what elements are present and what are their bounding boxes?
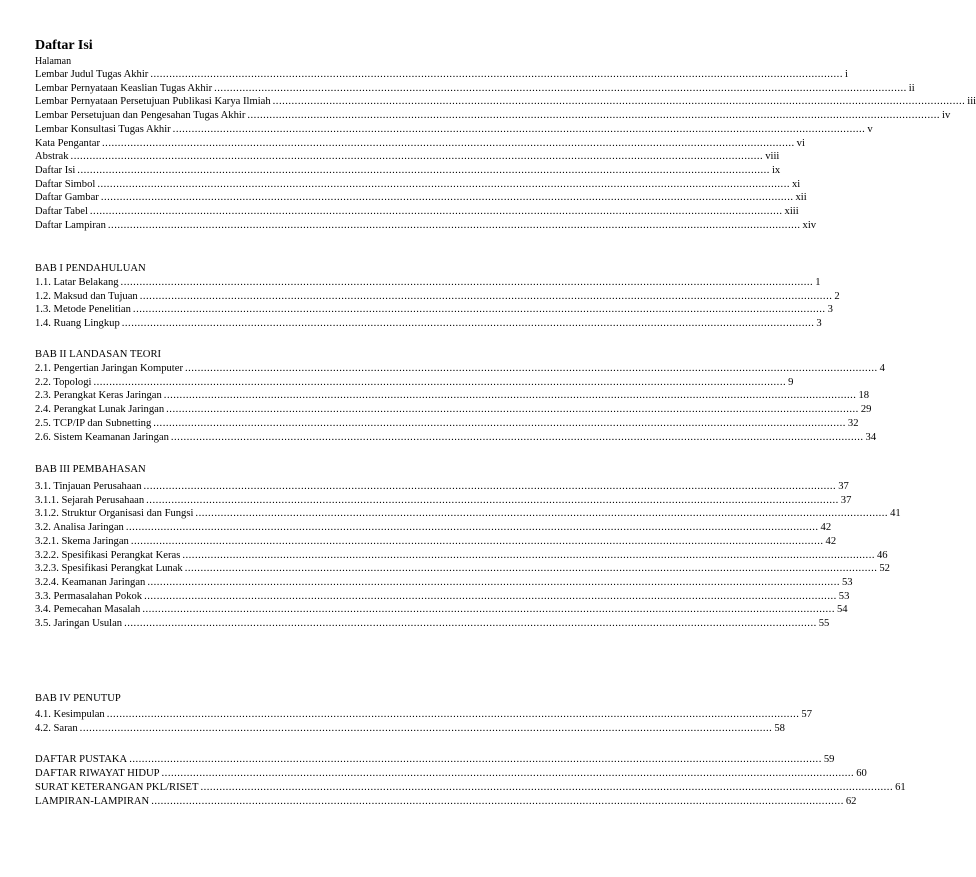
dot-leader: ............................................................................................................................................................................................................................	[107, 219, 801, 231]
toc-entry-label: Abstrak	[35, 151, 69, 163]
toc-entry-page: 57	[801, 709, 812, 720]
dot-leader: ............................................................................................................................................................................................................................	[125, 522, 819, 534]
dot-leader: ............................................................................................................................................................................................................................	[130, 535, 824, 547]
toc-entry-label: 1.4. Ruang Lingkup	[35, 318, 120, 330]
toc-entry-label: 3.1.1. Sejarah Perusahaan	[35, 494, 145, 506]
toc-entry-label: Daftar Gambar	[35, 192, 99, 204]
toc-entry-label: 3.3. Permasalahan Pokok	[35, 590, 143, 602]
toc-entry	[35, 403, 872, 417]
toc-entry-page: 34	[865, 431, 877, 443]
toc-entry-page: ix	[771, 164, 781, 176]
toc-entry-label: 4.1. Kesimpulan	[35, 709, 105, 720]
toc-entry-label: Kata Pengantar	[35, 137, 101, 149]
toc-entry-label: 2.2. Topologi	[35, 376, 92, 388]
toc-entry-page: iii	[967, 96, 976, 108]
toc-entry-page: 59	[823, 754, 835, 765]
dot-leader: ............................................................................................................................................................................................................................	[170, 431, 864, 443]
toc-entry	[35, 219, 817, 233]
toc-entry	[35, 362, 885, 376]
toc-entry-label: 2.3. Perangkat Keras Jaringan	[35, 390, 162, 402]
dot-leader: ............................................................................................................................................................................................................................	[153, 417, 846, 429]
toc-entry-page: 2	[834, 290, 840, 302]
toc-entry	[35, 590, 850, 604]
toc-entry	[35, 317, 822, 331]
toc-entry	[35, 549, 888, 563]
dot-leader: ............................................................................................................................................................................................................................	[272, 96, 966, 108]
dot-leader: ............................................................................................................................................................................................................................	[247, 110, 941, 122]
toc-entry	[35, 290, 840, 304]
toc-entry-page: 46	[877, 549, 888, 561]
toc-entry-page: 53	[841, 576, 853, 588]
toc-entry-label: 2.5. TCP/IP dan Subnetting	[35, 417, 152, 429]
page-column-label: Halaman	[35, 56, 72, 67]
toc-entry	[35, 164, 781, 178]
toc-entry-page: 9	[788, 376, 794, 388]
dot-leader: ............................................................................................................................................................................................................................	[129, 754, 822, 765]
dot-leader: ............................................................................................................................................................................................................................	[121, 318, 815, 330]
dot-leader: ............................................................................................................................................................................................................................	[200, 782, 894, 793]
dot-leader: ............................................................................................................................................................................................................................	[195, 508, 889, 520]
toc-entry-page: iv	[942, 110, 951, 122]
dot-leader: ............................................................................................................................................................................................................................	[214, 82, 907, 94]
toc-entry-page: xii	[795, 192, 807, 204]
toc-entry-label: DAFTAR PUSTAKA	[35, 754, 128, 765]
chapter-heading: BAB I PENDAHULUAN	[35, 263, 146, 274]
toc-entry-page: v	[867, 123, 873, 135]
dot-leader: ............................................................................................................................................................................................................................	[151, 796, 844, 807]
dot-leader: ............................................................................................................................................................................................................................	[172, 123, 866, 135]
chapter-heading: BAB II LANDASAN TEORI	[35, 349, 162, 360]
chapter-heading: BAB III PEMBAHASAN	[35, 464, 146, 475]
toc-entry-page: 55	[818, 618, 830, 629]
dot-leader: ............................................................................................................................................................................................................................	[184, 363, 878, 374]
toc-entry	[35, 603, 848, 617]
toc-entry-label: LAMPIRAN-LAMPIRAN	[35, 796, 150, 807]
toc-entry-label: Daftar Lampiran	[35, 219, 106, 231]
toc-entry-label: 3.2. Analisa Jaringan	[35, 522, 124, 534]
dot-leader: ............................................................................................................................................................................................................................	[150, 69, 843, 80]
toc-entry	[35, 82, 915, 96]
toc-entry-page: 41	[890, 508, 901, 520]
toc-entry	[35, 276, 821, 290]
dot-leader: ............................................................................................................................................................................................................................	[142, 604, 835, 616]
toc-entry	[35, 617, 830, 631]
toc-entry	[35, 795, 857, 809]
toc-entry	[35, 95, 976, 109]
toc-entry-label: DAFTAR RIWAYAT HIDUP	[35, 768, 160, 779]
toc-entry	[35, 205, 799, 219]
toc-entry	[35, 417, 859, 431]
toc-entry-label: 3.1.2. Struktur Organisasi dan Fungsi	[35, 508, 194, 520]
dot-leader: ............................................................................................................................................................................................................................	[144, 590, 837, 602]
toc-entry-label: 3.2.3. Spesifikasi Perangkat Lunak	[35, 563, 183, 575]
toc-entry-page: 3	[827, 304, 833, 316]
toc-entry	[35, 722, 785, 736]
toc-entry	[35, 576, 853, 590]
toc-entry-page: 37	[840, 494, 852, 506]
toc-entry-label: Lembar Pernyataan Keaslian Tugas Akhir	[35, 82, 213, 94]
toc-entry	[35, 708, 812, 722]
toc-entry-label: 2.6. Sistem Keamanan Jaringan	[35, 431, 169, 443]
toc-entry	[35, 389, 870, 403]
toc-entry-label: Lembar Pernyataan Persetujuan Publikasi Karya Ilmiah	[35, 96, 271, 108]
toc-entry-label: 3.2.4. Keamanan Jaringan	[35, 576, 146, 588]
dot-leader: ............................................................................................................................................................................................................................	[100, 192, 794, 204]
dot-leader: ............................................................................................................................................................................................................................	[146, 494, 839, 506]
toc-entry	[35, 109, 951, 123]
page-title: Daftar Isi	[35, 38, 93, 53]
chapter-heading: BAB IV PENUTUP	[35, 693, 121, 704]
toc-entry-page: 60	[856, 768, 867, 779]
toc-entry	[35, 767, 867, 781]
dot-leader: ............................................................................................................................................................................................................................	[161, 768, 855, 779]
toc-entry-page: 3	[816, 318, 822, 330]
toc-entry	[35, 781, 906, 795]
toc-entry	[35, 480, 849, 494]
toc-entry-page: viii	[765, 151, 780, 163]
dot-leader: ............................................................................................................................................................................................................................	[132, 304, 826, 316]
toc-entry	[35, 535, 837, 549]
toc-entry-page: 61	[895, 782, 906, 793]
toc-entry-label: SURAT KETERANGAN PKL/RISET	[35, 782, 199, 793]
toc-entry-page: 58	[774, 722, 785, 734]
toc-entry-page: xiii	[784, 206, 799, 217]
toc-entry-page: 42	[825, 535, 837, 547]
toc-entry	[35, 178, 801, 192]
toc-entry-label: 1.2. Maksud dan Tujuan	[35, 290, 138, 302]
dot-leader: ............................................................................................................................................................................................................................	[79, 722, 773, 734]
dot-leader: ............................................................................................................................................................................................................................	[184, 563, 878, 575]
toc-entry-page: 18	[858, 390, 870, 402]
toc-entry-label: 2.4. Perangkat Lunak Jaringan	[35, 404, 165, 416]
toc-entry	[35, 431, 877, 445]
dot-leader: ............................................................................................................................................................................................................................	[77, 164, 770, 176]
toc-entry	[35, 303, 833, 317]
toc-entry-page: xiv	[802, 219, 817, 231]
toc-entry-label: 3.4. Pemecahan Masalah	[35, 604, 141, 616]
toc-entry	[35, 753, 835, 767]
toc-entry-label: 3.2.1. Skema Jaringan	[35, 535, 129, 547]
toc-entry-label: Lembar Persetujuan dan Pengesahan Tugas Akhir	[35, 110, 246, 122]
toc-entry	[35, 376, 794, 390]
toc-entry	[35, 562, 890, 576]
dot-leader: ............................................................................................................................................................................................................................	[93, 376, 787, 388]
toc-entry	[35, 191, 807, 205]
toc-entry-label: 2.1. Pengertian Jaringan Komputer	[35, 363, 183, 374]
dot-leader: ............................................................................................................................................................................................................................	[106, 709, 800, 720]
dot-leader: ............................................................................................................................................................................................................................	[124, 618, 817, 629]
toc-entry-page: xi	[791, 178, 801, 190]
dot-leader: ............................................................................................................................................................................................................................	[182, 549, 875, 561]
toc-entry-page: 54	[836, 604, 848, 616]
toc-entry	[35, 68, 848, 82]
toc-entry-label: Daftar Simbol	[35, 178, 96, 190]
dot-leader: ............................................................................................................................................................................................................................	[97, 178, 790, 190]
toc-entry-page: 29	[860, 404, 872, 416]
toc-entry-page: ii	[908, 82, 915, 94]
toc-entry	[35, 150, 780, 164]
toc-entry-label: 1.3. Metode Penelitian	[35, 304, 131, 316]
toc-entry-label: Daftar Isi	[35, 164, 76, 176]
toc-entry-label: Lembar Judul Tugas Akhir	[35, 69, 149, 80]
toc-entry-label: 3.1. Tinjauan Perusahaan	[35, 481, 142, 492]
toc-entry-label: Daftar Tabel	[35, 206, 88, 217]
dot-leader: ............................................................................................................................................................................................................................	[163, 390, 857, 402]
toc-entry-page: 1	[815, 277, 821, 288]
dot-leader: ............................................................................................................................................................................................................................	[70, 151, 764, 163]
dot-leader: ............................................................................................................................................................................................................................	[89, 206, 783, 217]
toc-entry-label: 3.2.2. Spesifikasi Perangkat Keras	[35, 549, 181, 561]
toc-entry-page: 42	[820, 522, 832, 534]
toc-entry-page: 62	[845, 796, 857, 807]
toc-entry-page: 4	[879, 363, 885, 374]
toc-entry-page: 37	[838, 481, 849, 492]
toc-entry	[35, 137, 805, 151]
toc-entry	[35, 521, 832, 535]
toc-entry-label: 4.2. Saran	[35, 722, 78, 734]
toc-entry	[35, 507, 901, 521]
dot-leader: ............................................................................................................................................................................................................................	[147, 576, 840, 588]
toc-entry-label: Lembar Konsultasi Tugas Akhir	[35, 123, 171, 135]
toc-entry-page: vi	[796, 137, 805, 149]
toc-entry-label: 3.5. Jaringan Usulan	[35, 618, 123, 629]
dot-leader: ............................................................................................................................................................................................................................	[166, 404, 859, 416]
toc-entry-page: 53	[838, 590, 850, 602]
dot-leader: ............................................................................................................................................................................................................................	[120, 277, 814, 288]
dot-leader: ............................................................................................................................................................................................................................	[139, 290, 833, 302]
dot-leader: ............................................................................................................................................................................................................................	[143, 481, 837, 492]
toc-entry	[35, 123, 873, 137]
toc-entry	[35, 494, 852, 508]
toc-entry-page: i	[844, 69, 848, 80]
toc-entry-label: 1.1. Latar Belakang	[35, 277, 119, 288]
dot-leader: ............................................................................................................................................................................................................................	[102, 137, 795, 149]
toc-entry-page: 32	[847, 417, 859, 429]
toc-entry-page: 52	[879, 563, 890, 575]
